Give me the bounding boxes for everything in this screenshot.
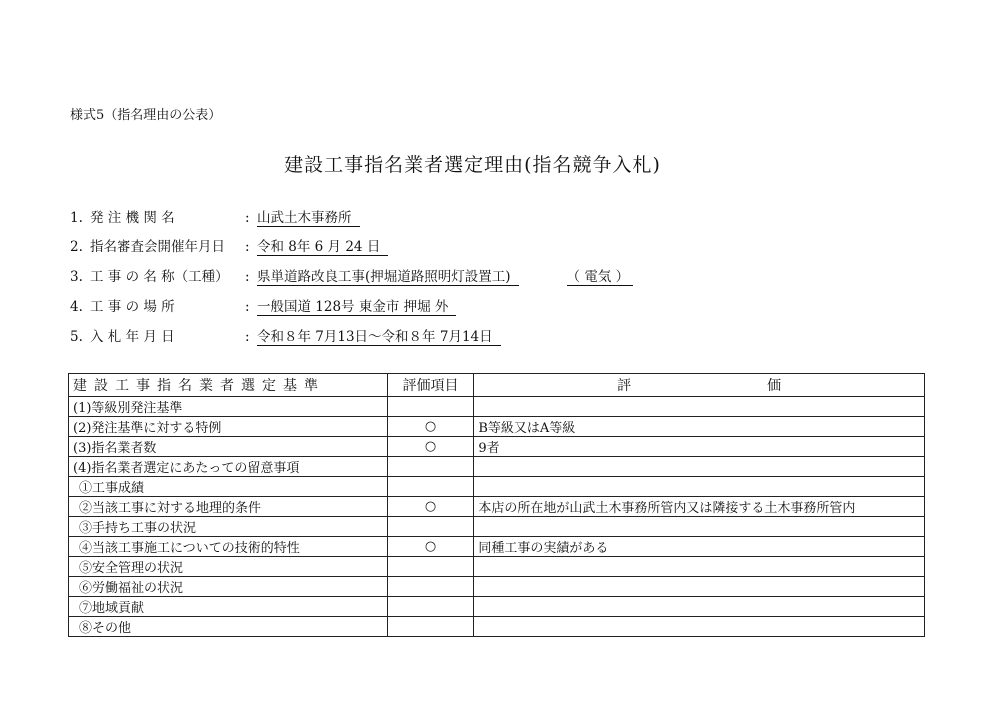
info-value: 令和 8年 6 月 24 日 (257, 235, 388, 256)
row-mark (387, 517, 474, 537)
row-criteria: ⑦地域貢献 (69, 597, 388, 617)
row-note: B等級又はA等級 (474, 417, 925, 437)
row-mark: ○ (387, 537, 474, 557)
row-note (474, 617, 925, 637)
row-note (474, 477, 925, 497)
table-row (69, 437, 925, 457)
row-criteria: ⑥労働福祉の状況 (69, 577, 388, 597)
info-colon: : (245, 329, 250, 345)
header-evaluation-b: 価 (767, 378, 782, 394)
row-note (474, 517, 925, 537)
table-row (69, 417, 925, 437)
row-mark (387, 597, 474, 617)
header-item: 評価項目 (387, 374, 474, 397)
info-value: 令和８年 7月13日～令和８年 7月14日 (257, 325, 501, 346)
row-mark (387, 397, 474, 417)
row-note (474, 577, 925, 597)
table-row (69, 597, 925, 617)
info-work-type: （ 電気 ） (567, 265, 634, 286)
info-colon: : (245, 210, 250, 226)
info-colon: : (245, 239, 250, 255)
form-label: 様式5（指名理由の公表） (70, 108, 222, 123)
info-colon: : (245, 269, 250, 285)
info-label: 発 注 機 関 名 (90, 210, 175, 226)
header-criteria: 建設工事指名業者選定基準 (69, 374, 388, 397)
info-label: 工 事 の 名 称（工種） (90, 269, 229, 285)
row-criteria: ⑧その他 (69, 617, 388, 637)
row-note (474, 457, 925, 477)
info-number: 2. (70, 239, 83, 255)
row-criteria: ⑤安全管理の状況 (69, 557, 388, 577)
row-criteria: ④当該工事施工についての技術的特性 (69, 537, 388, 557)
info-value: 山武土木事務所 (257, 206, 360, 227)
info-number: 4. (70, 299, 83, 315)
row-mark: ○ (387, 497, 474, 517)
table-row (69, 557, 925, 577)
info-row-work-name (70, 265, 633, 285)
info-value: 一般国道 128号 東金市 押堀 外 (257, 295, 456, 316)
criteria-table (68, 373, 925, 637)
row-criteria: ①工事成績 (69, 477, 388, 497)
info-number: 5. (70, 329, 83, 345)
table-row (69, 497, 925, 517)
info-row-bid-date (70, 325, 501, 345)
row-mark (387, 477, 474, 497)
row-note: 本店の所在地が山武土木事務所管内又は隣接する土木事務所管内 (474, 497, 925, 517)
info-label: 指名審査会開催年月日 (90, 239, 225, 255)
header-evaluation-a: 評 (617, 378, 632, 394)
row-mark (387, 577, 474, 597)
row-criteria: ③手持ち工事の状況 (69, 517, 388, 537)
info-value: 県単道路改良工事(押堀道路照明灯設置工) (257, 265, 519, 286)
page-title: 建設工事指名業者選定理由(指名競争入札) (284, 154, 661, 176)
info-colon: : (245, 299, 250, 315)
row-mark: ○ (387, 437, 474, 457)
row-note (474, 557, 925, 577)
row-criteria: (4)指名業者選定にあたっての留意事項 (69, 457, 388, 477)
row-criteria: (2)発注基準に対する特例 (69, 417, 388, 437)
row-criteria: (3)指名業者数 (69, 437, 388, 457)
table-row (69, 397, 925, 417)
header-evaluation (474, 374, 925, 397)
row-criteria: ②当該工事に対する地理的条件 (69, 497, 388, 517)
info-number: 1. (70, 210, 83, 226)
row-note (474, 597, 925, 617)
row-criteria: (1)等級別発注基準 (69, 397, 388, 417)
row-note (474, 397, 925, 417)
row-mark (387, 457, 474, 477)
info-label: 入 札 年 月 日 (90, 329, 175, 345)
table-row (69, 617, 925, 637)
row-mark (387, 617, 474, 637)
table-header-row (69, 374, 925, 397)
info-row-orderer (70, 206, 360, 226)
info-row-location (70, 295, 456, 315)
table-row (69, 537, 925, 557)
info-row-review-date (70, 235, 388, 255)
table-row (69, 457, 925, 477)
info-label: 工 事 の 場 所 (90, 299, 175, 315)
row-note: 同種工事の実績がある (474, 537, 925, 557)
row-mark (387, 557, 474, 577)
row-note: 9者 (474, 437, 925, 457)
table-row (69, 477, 925, 497)
table-row (69, 517, 925, 537)
info-number: 3. (70, 269, 83, 285)
table-row (69, 577, 925, 597)
row-mark: ○ (387, 417, 474, 437)
